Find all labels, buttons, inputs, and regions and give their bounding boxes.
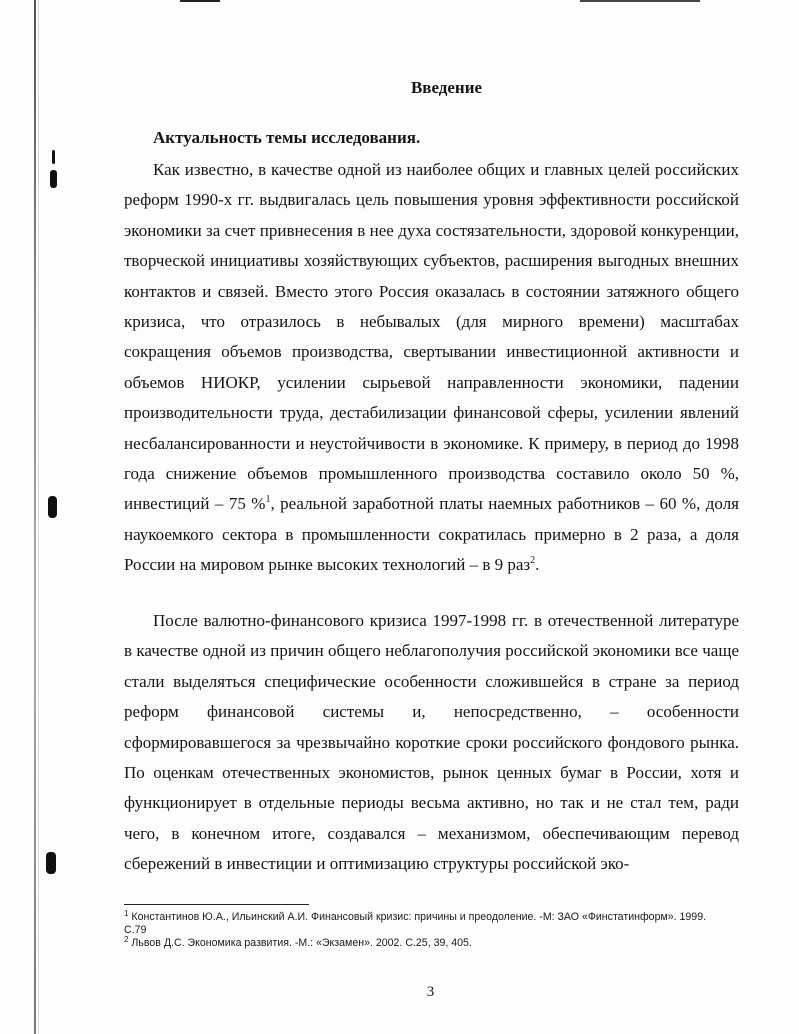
footnote-text: Львов Д.С. Экономика развития. -М.: «Экзамен». 2002. С.25, 39, 405.	[131, 937, 472, 949]
paragraph-2-text: После валютно-финансового кризиса 1997-1998 гг. в отечественной литературе в качестве одной из причин общего неблагополучия российской экономики все чаще стали выделяться специфические особенности сложившейся в стране за период реформ финансовой системы и, непосредственно, – особенности сформировавшегося за чрезвычайно короткие сроки российского фондового рынка. По оценкам отечественных экономистов, рынок ценных бумаг в России, хотя и функционирует в отдельные периоды весьма активно, но так и не стал тем, ради чего, в конечном итоге, создавался – механизмом, обеспечивающим перевод сбережений в инвестиции и оптимизацию структуры российской эко-	[124, 611, 739, 874]
binding-hole-mark	[50, 170, 57, 188]
section-heading: Актуальность темы исследования.	[153, 128, 421, 147]
page-title: Введение	[410, 78, 483, 97]
paragraph-2	[124, 606, 739, 880]
footnotes	[124, 911, 724, 950]
scan-edge-artifact	[38, 0, 39, 1034]
footnote-number: 2	[124, 935, 129, 944]
scan-edge-artifact	[34, 0, 36, 1034]
footnote-number: 1	[124, 909, 129, 918]
footnote-divider	[124, 904, 309, 905]
footnote-1	[124, 911, 724, 937]
footnote-ref-2: 2	[530, 555, 536, 567]
binding-hole-mark	[48, 496, 57, 518]
paragraph-1-text-c: .	[535, 555, 540, 575]
binding-hole-mark	[52, 150, 55, 164]
paragraph-1-text-a: Как известно, в качестве одной из наиболее общих и главных целей российских реформ 1990-х гг. выдвигалась цель повышения уровня эффективности российской экономики за счет привнесения в нее духа состязательности, здоровой конкуренции, творческой инициативы хозяйствующих субъектов, расширения выгодных внешних контактов и связей. Вместо этого Россия оказалась в состоянии затяжного общего кризиса, что отразилось в небывалых (для мирного времени) масштабах сокращения объемов производства, свертывании инвестиционной активности и объемов НИОКР, усилении сырьевой направленности экономики, падении производительности труда, дестабилизации финансовой сферы, усилении явлений несбалансированности и неустойчивости в экономике. К примеру, в период до 1998 года снижение объемов промышленного производства составило около 50 %, инвестиций – 75 %	[124, 160, 739, 514]
scan-top-artifact	[180, 0, 220, 2]
binding-hole-mark	[46, 852, 56, 874]
footnote-2	[124, 937, 724, 950]
paragraph-1-text-b: , реальной заработной платы наемных работников – 60 %, доля наукоемкого сектора в промышленности сократилась примерно в 2 раза, а доля России на мировом рынке высоких технологий – в 9 раз	[124, 494, 739, 575]
scan-top-artifact	[580, 0, 700, 2]
paragraph-1	[124, 155, 739, 581]
footnote-text: Константинов Ю.А., Ильинский А.И. Финансовый кризис: причины и преодоление. -М: ЗАО «Финстатинформ». 1999. С.79	[124, 911, 707, 936]
page-number: 3	[426, 984, 435, 1000]
footnote-ref-1: 1	[265, 494, 271, 506]
